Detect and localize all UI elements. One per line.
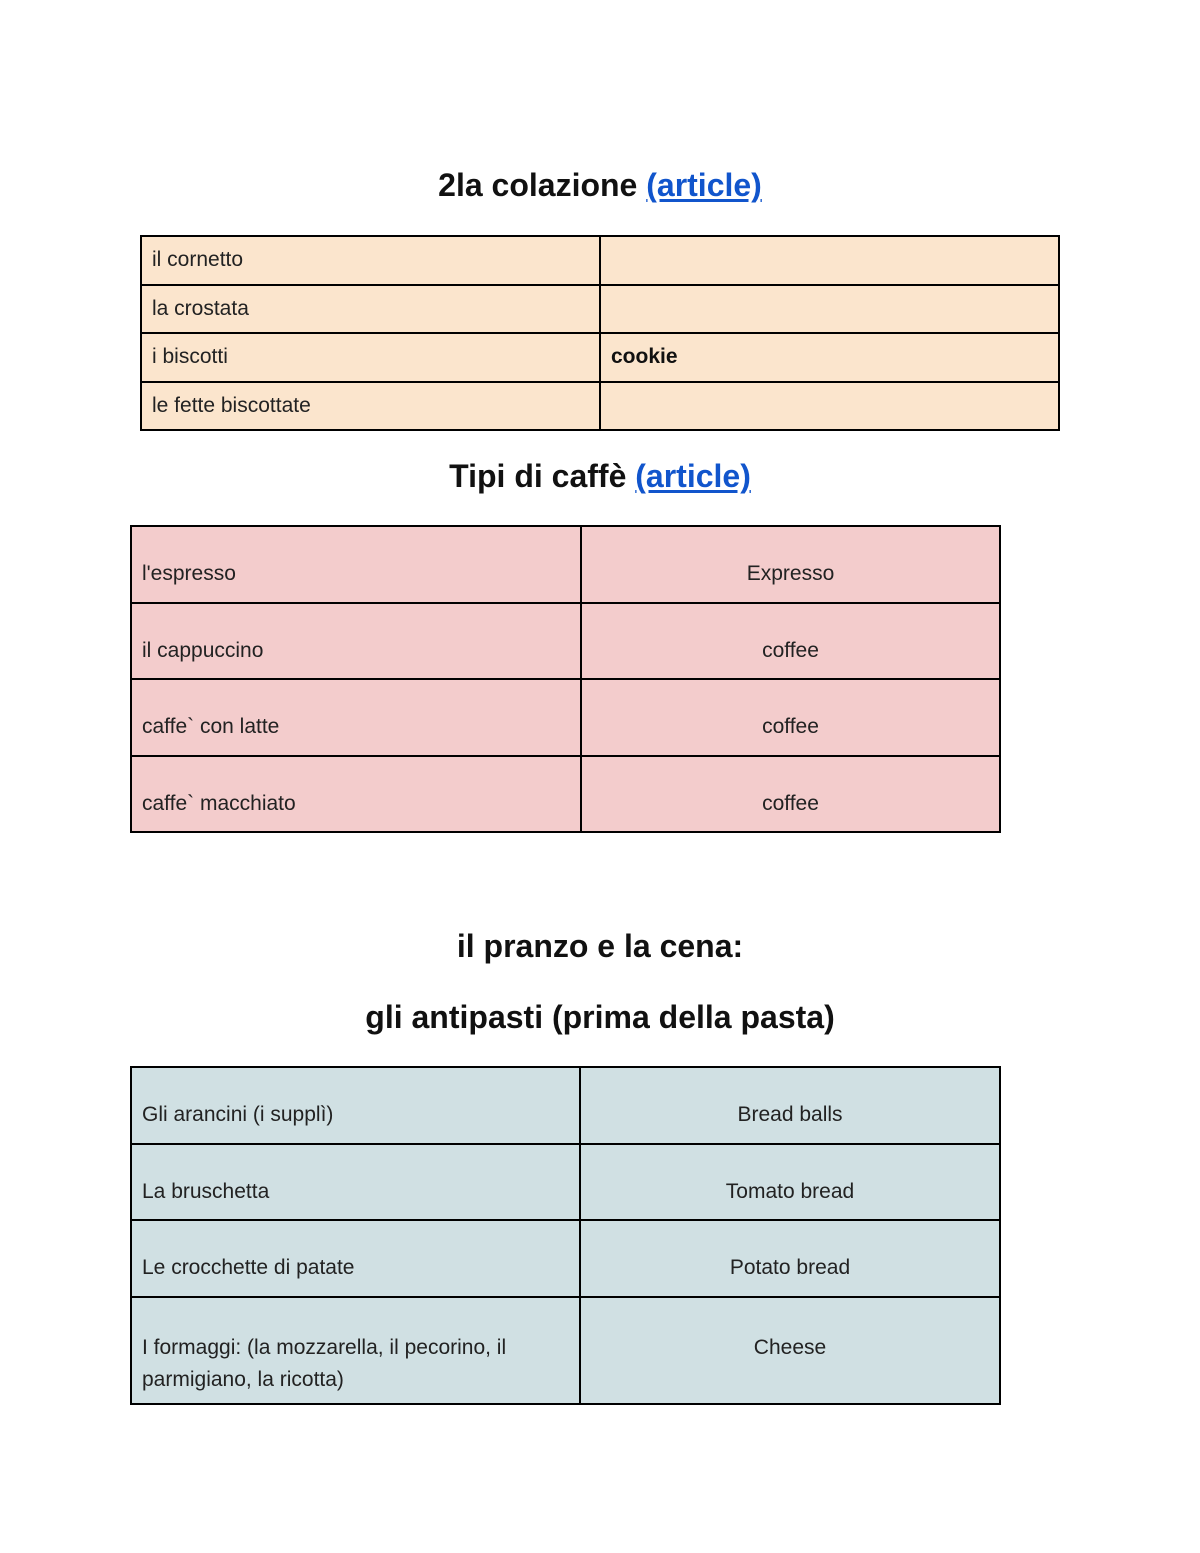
table-row <box>131 526 1000 603</box>
table-row <box>141 236 1059 285</box>
section-title-colazione-text: 2la colazione <box>438 167 638 203</box>
table-row <box>141 285 1059 334</box>
english-translation-cell: coffee <box>581 756 1000 833</box>
section-subtitle-antipasti: gli antipasti (prima della pasta) <box>365 999 835 1035</box>
english-translation-cell: Tomato bread <box>580 1144 1000 1221</box>
english-translation-cell: Cheese <box>580 1297 1000 1404</box>
english-translation-cell: Potato bread <box>580 1220 1000 1297</box>
italian-term-cell: la crostata <box>141 285 600 334</box>
english-translation-cell: coffee <box>581 679 1000 756</box>
english-translation-cell <box>600 236 1059 285</box>
section-title-caffe-text: Tipi di caffè <box>449 458 627 494</box>
english-translation-cell: cookie <box>600 333 1059 382</box>
english-translation-cell: coffee <box>581 603 1000 680</box>
colazione-table <box>140 235 1060 431</box>
antipasti-table <box>130 1066 1001 1405</box>
table-row <box>131 1144 1000 1221</box>
section-title-pranzo: il pranzo e la cena: <box>456 928 744 964</box>
table-row <box>141 333 1059 382</box>
italian-term-cell: caffe` con latte <box>131 679 581 756</box>
table-row <box>131 603 1000 680</box>
english-translation-cell: Bread balls <box>580 1067 1000 1144</box>
italian-term-cell: Gli arancini (i supplì) <box>131 1067 580 1144</box>
italian-term-cell: I formaggi: (la mozzarella, il pecorino, il parmigiano, la ricotta) <box>131 1297 580 1404</box>
italian-term-cell: l'espresso <box>131 526 581 603</box>
english-translation-cell: Expresso <box>581 526 1000 603</box>
table-row <box>131 756 1000 833</box>
italian-term-cell: le fette biscottate <box>141 382 600 431</box>
italian-term-cell: il cornetto <box>141 236 600 285</box>
english-translation-cell <box>600 382 1059 431</box>
italian-term-cell: Le crocchette di patate <box>131 1220 580 1297</box>
table-row <box>131 1297 1000 1404</box>
italian-term-cell: il cappuccino <box>131 603 581 680</box>
italian-term-cell: i biscotti <box>141 333 600 382</box>
caffe-table <box>130 525 1001 833</box>
italian-term-cell: La bruschetta <box>131 1144 580 1221</box>
section-title-caffe <box>0 456 1200 496</box>
table-row <box>131 679 1000 756</box>
table-row <box>131 1220 1000 1297</box>
article-link-caffe[interactable]: (article) <box>635 458 751 494</box>
table-row <box>141 382 1059 431</box>
table-row <box>131 1067 1000 1144</box>
english-translation-cell <box>600 285 1059 334</box>
italian-term-cell: caffe` macchiato <box>131 756 581 833</box>
section-title-colazione <box>0 165 1200 205</box>
article-link-colazione[interactable]: (article) <box>646 167 762 203</box>
